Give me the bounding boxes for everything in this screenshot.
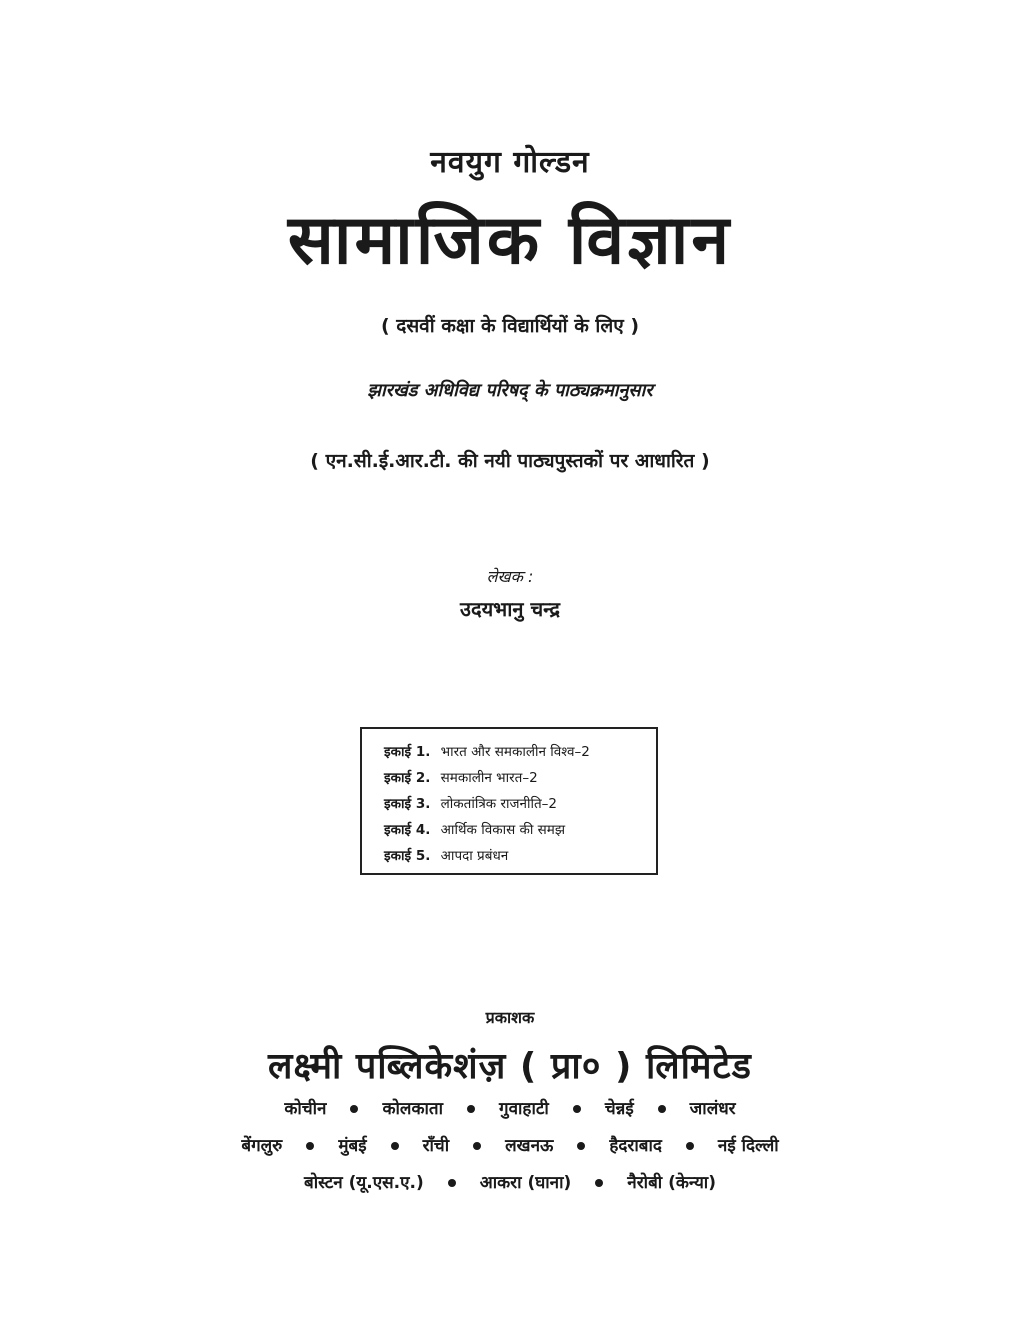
unit-name: भारत और समकालीन विश्व–2 xyxy=(440,744,590,760)
city-name: नैरोबी (केन्या) xyxy=(627,1173,716,1193)
series-name: नवयुग गोल्डन xyxy=(430,145,590,180)
unit-name: लोकतांत्रिक राजनीति–2 xyxy=(440,796,558,812)
bullet-icon xyxy=(577,1142,585,1150)
unit-label: इकाई 4. xyxy=(384,822,431,838)
city-name: चेन्नई xyxy=(604,1099,634,1119)
board-syllabus: झारखंड अधिविद्य परिषद् के पाठ्यक्रमानुसार xyxy=(367,380,653,401)
unit-row xyxy=(384,843,656,869)
author-label: लेखक : xyxy=(486,567,534,586)
city-name: जालंधर xyxy=(689,1099,736,1119)
city-name: गुवाहाटी xyxy=(499,1099,549,1119)
units-box xyxy=(360,727,658,875)
unit-row xyxy=(384,817,656,843)
unit-label: इकाई 1. xyxy=(384,744,431,760)
unit-name: आर्थिक विकास की समझ xyxy=(440,822,566,838)
unit-label: इकाई 2. xyxy=(384,770,431,786)
unit-label: इकाई 3. xyxy=(384,796,431,812)
author-name: उदयभानु चन्द्र xyxy=(460,597,560,621)
city-name: बोस्टन (यू.एस.ए.) xyxy=(304,1173,424,1193)
bullet-icon xyxy=(686,1142,694,1150)
city-name: बेंगलुरु xyxy=(241,1136,283,1156)
unit-row xyxy=(384,739,656,765)
unit-name: समकालीन भारत–2 xyxy=(440,770,538,786)
bullet-icon xyxy=(473,1142,481,1150)
publisher-label: प्रकाशक xyxy=(485,1008,535,1027)
city-name: हैदराबाद xyxy=(609,1136,662,1156)
book-title: सामाजिक विज्ञान xyxy=(287,201,733,280)
bullet-icon xyxy=(350,1105,358,1113)
unit-row xyxy=(384,791,656,817)
bullet-icon xyxy=(448,1179,456,1187)
city-name: कोलकाता xyxy=(382,1099,443,1119)
bullet-icon xyxy=(391,1142,399,1150)
city-name: आकरा (घाना) xyxy=(479,1173,572,1193)
city-name: राँची xyxy=(422,1136,450,1156)
unit-row xyxy=(384,765,656,791)
bullet-icon xyxy=(467,1105,475,1113)
city-name: कोचीन xyxy=(284,1099,327,1119)
publisher-name: लक्ष्मी पब्लिकेशंज़ ( प्रा० ) लिमिटेड xyxy=(268,1046,752,1087)
cities-row-2 xyxy=(0,1133,1020,1156)
cities-row-3 xyxy=(0,1170,1020,1193)
bullet-icon xyxy=(595,1179,603,1187)
cities-row-1 xyxy=(0,1096,1020,1119)
bullet-icon xyxy=(573,1105,581,1113)
city-name: लखनऊ xyxy=(505,1136,554,1156)
city-name: नई दिल्ली xyxy=(717,1136,779,1156)
bullet-icon xyxy=(306,1142,314,1150)
target-class: ( दसवीं कक्षा के विद्यार्थियों के लिए ) xyxy=(380,315,640,337)
unit-label: इकाई 5. xyxy=(384,848,431,864)
city-name: मुंबई xyxy=(338,1136,367,1156)
unit-name: आपदा प्रबंधन xyxy=(440,848,509,864)
based-on-note: ( एन.सी.ई.आर.टी. की नयी पाठ्यपुस्तकों पर आधारित ) xyxy=(310,450,710,472)
bullet-icon xyxy=(658,1105,666,1113)
